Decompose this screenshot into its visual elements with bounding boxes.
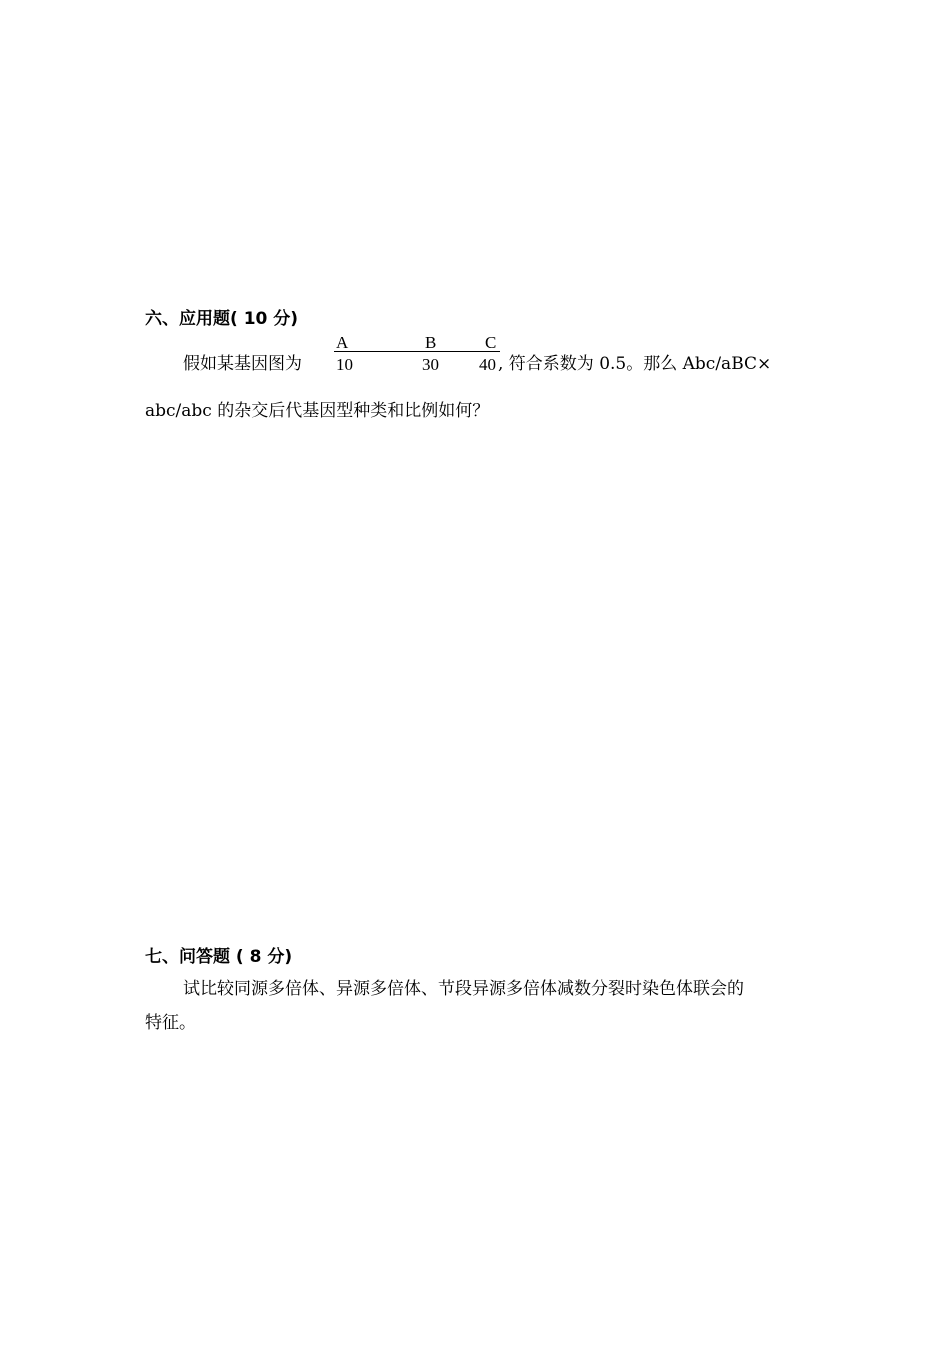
question-6-line-2: abc/abc 的杂交后代基因型种类和比例如何？ xyxy=(145,401,490,421)
question-7-line-2: 特征。 xyxy=(145,1013,196,1033)
gene-position-40: 40 xyxy=(479,355,496,374)
chromosome-line xyxy=(334,351,500,352)
question-7-line-1: 试比较同源多倍体、异源多倍体、节段异源多倍体减数分裂时染色体联会的 xyxy=(183,979,744,999)
gene-position-10: 10 xyxy=(336,355,353,374)
gene-label-a: A xyxy=(336,333,349,352)
gene-label-b: B xyxy=(425,333,437,352)
gene-position-30: 30 xyxy=(422,355,439,374)
question-6-intro: 假如某基因图为 xyxy=(183,354,302,374)
section-7-heading: 七、问答题 ( 8 分) xyxy=(145,947,293,967)
section-6-heading: 六、应用题( 10 分) xyxy=(145,309,299,329)
gene-label-c: C xyxy=(485,333,497,352)
question-6-continuation: , 符合系数为 0.5。那么 Abc/aBC× xyxy=(498,354,772,374)
